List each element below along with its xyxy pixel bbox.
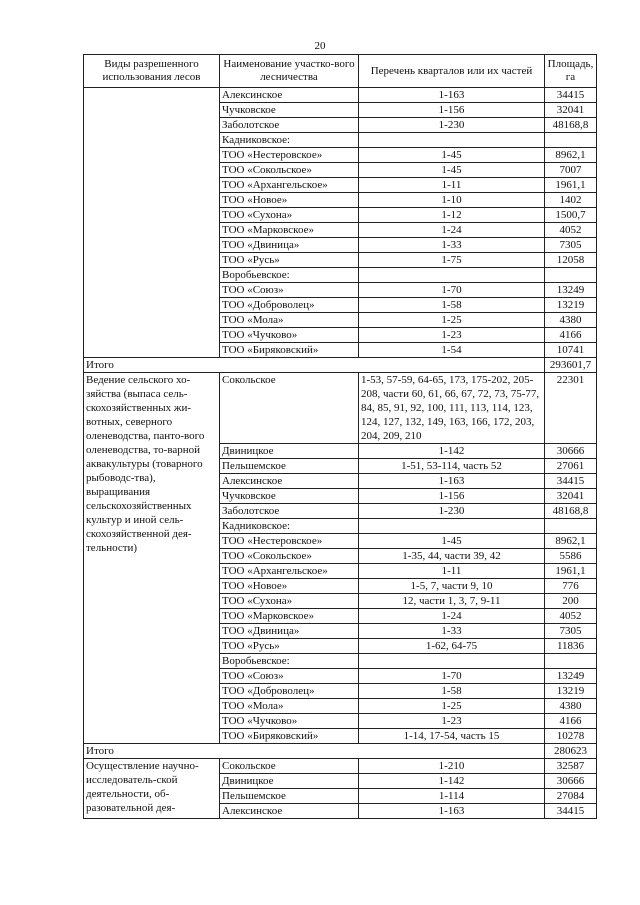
forestry-name-cell: Воробьевское: xyxy=(220,268,359,283)
quarters-cell: 1-230 xyxy=(359,118,545,133)
quarters-cell: 1-24 xyxy=(359,223,545,238)
area-cell: 4052 xyxy=(545,223,597,238)
area-cell: 22301 xyxy=(545,373,597,444)
quarters-cell: 1-53, 57-59, 64-65, 173, 175-202, 205-208, части 60, 61, 66, 67, 72, 73, 75-77, 84, 85, 91, 92, 100, 111, 113, 114, 123, 124, 127, 132, 149, 163, 166, 172, 203, 204, 209, 210 xyxy=(359,373,545,444)
forestry-name-cell: ТОО «Двиница» xyxy=(220,624,359,639)
quarters-cell xyxy=(359,654,545,669)
quarters-cell: 1-230 xyxy=(359,504,545,519)
area-cell: 32041 xyxy=(545,489,597,504)
forestry-name-cell: ТОО «Русь» xyxy=(220,639,359,654)
forestry-name-cell: ТОО «Биряковский» xyxy=(220,343,359,358)
forestry-name-cell: ТОО «Сокольское» xyxy=(220,163,359,178)
forestry-name-cell: Сокольское xyxy=(220,759,359,774)
total-row xyxy=(84,358,597,373)
quarters-cell: 1-70 xyxy=(359,669,545,684)
forestry-name-cell: ТОО «Сухона» xyxy=(220,594,359,609)
table-header-row xyxy=(84,55,597,88)
area-cell: 5586 xyxy=(545,549,597,564)
area-cell: 32041 xyxy=(545,103,597,118)
area-cell: 10278 xyxy=(545,729,597,744)
area-cell: 1961,1 xyxy=(545,564,597,579)
area-cell: 4380 xyxy=(545,313,597,328)
forestry-name-cell: ТОО «Сокольское» xyxy=(220,549,359,564)
quarters-cell: 1-23 xyxy=(359,328,545,343)
forestry-name-cell: Кадниковское: xyxy=(220,133,359,148)
forestry-name-cell: Алексинское xyxy=(220,88,359,103)
total-row xyxy=(84,744,597,759)
area-cell: 30666 xyxy=(545,774,597,789)
forestry-name-cell: ТОО «Марковское» xyxy=(220,223,359,238)
forestry-name-cell: Заболотское xyxy=(220,504,359,519)
forest-use-table xyxy=(83,54,597,819)
quarters-cell xyxy=(359,133,545,148)
area-cell: 7007 xyxy=(545,163,597,178)
area-cell: 34415 xyxy=(545,804,597,819)
area-cell: 10741 xyxy=(545,343,597,358)
quarters-cell: 1-14, 17-54, часть 15 xyxy=(359,729,545,744)
header-quarters: Перечень кварталов или их частей xyxy=(359,55,545,88)
area-cell xyxy=(545,654,597,669)
area-cell: 4166 xyxy=(545,328,597,343)
area-cell: 200 xyxy=(545,594,597,609)
area-cell: 27061 xyxy=(545,459,597,474)
quarters-cell xyxy=(359,519,545,534)
forestry-name-cell: Чучковское xyxy=(220,103,359,118)
forestry-name-cell: Чучковское xyxy=(220,489,359,504)
area-cell: 30666 xyxy=(545,444,597,459)
quarters-cell: 1-210 xyxy=(359,759,545,774)
quarters-cell: 1-24 xyxy=(359,609,545,624)
area-cell: 8962,1 xyxy=(545,534,597,549)
area-cell: 4380 xyxy=(545,699,597,714)
quarters-cell: 1-10 xyxy=(359,193,545,208)
quarters-cell: 1-51, 53-114, часть 52 xyxy=(359,459,545,474)
area-cell: 13219 xyxy=(545,298,597,313)
area-cell xyxy=(545,133,597,148)
forestry-name-cell: ТОО «Сухона» xyxy=(220,208,359,223)
forestry-name-cell: Двиницкое xyxy=(220,774,359,789)
area-cell: 11836 xyxy=(545,639,597,654)
area-cell: 34415 xyxy=(545,474,597,489)
forestry-name-cell: Пельшемское xyxy=(220,789,359,804)
quarters-cell: 1-45 xyxy=(359,163,545,178)
quarters-cell: 1-33 xyxy=(359,238,545,253)
quarters-cell: 1-114 xyxy=(359,789,545,804)
area-cell: 1402 xyxy=(545,193,597,208)
forestry-name-cell: Сокольское xyxy=(220,373,359,444)
header-use-type: Виды разрешенного использования лесов xyxy=(84,55,220,88)
area-cell: 7305 xyxy=(545,238,597,253)
area-cell: 13249 xyxy=(545,283,597,298)
use-type-cell xyxy=(84,88,220,358)
forestry-name-cell: ТОО «Мола» xyxy=(220,313,359,328)
forestry-name-cell: ТОО «Союз» xyxy=(220,669,359,684)
area-cell: 48168,8 xyxy=(545,118,597,133)
area-cell xyxy=(545,268,597,283)
area-cell xyxy=(545,519,597,534)
forestry-name-cell: ТОО «Марковское» xyxy=(220,609,359,624)
area-cell: 8962,1 xyxy=(545,148,597,163)
forestry-name-cell: ТОО «Мола» xyxy=(220,699,359,714)
area-cell: 12058 xyxy=(545,253,597,268)
quarters-cell: 1-25 xyxy=(359,699,545,714)
table-row xyxy=(84,759,597,774)
area-cell: 27084 xyxy=(545,789,597,804)
quarters-cell: 1-45 xyxy=(359,534,545,549)
area-cell: 7305 xyxy=(545,624,597,639)
use-type-cell: Осуществление научно-исследователь-ской деятельности, об-разовательной дея- xyxy=(84,759,220,819)
forestry-name-cell: ТОО «Доброволец» xyxy=(220,298,359,313)
quarters-cell: 1-156 xyxy=(359,103,545,118)
quarters-cell: 1-11 xyxy=(359,178,545,193)
quarters-cell: 1-25 xyxy=(359,313,545,328)
quarters-cell: 1-45 xyxy=(359,148,545,163)
table-row xyxy=(84,88,597,103)
forestry-name-cell: Воробьевское: xyxy=(220,654,359,669)
use-type-cell: Ведение сельского хо-зяйства (выпаса сель-скохозяйственных жи-вотных, северного оленеводства, панто-вого оленеводства, то-варной аквакультуры (товарного рыбоводс-тва), выращивания сельскохозяйственных культур и иной сель-скохозяйственной дея-тельности) xyxy=(84,373,220,744)
quarters-cell: 1-70 xyxy=(359,283,545,298)
forestry-name-cell: Алексинское xyxy=(220,804,359,819)
quarters-cell: 1-11 xyxy=(359,564,545,579)
header-area: Площадь, га xyxy=(545,55,597,88)
forestry-name-cell: Заболотское xyxy=(220,118,359,133)
area-cell: 32587 xyxy=(545,759,597,774)
area-cell: 1500,7 xyxy=(545,208,597,223)
quarters-cell: 1-54 xyxy=(359,343,545,358)
page-number: 20 xyxy=(314,40,326,52)
forestry-name-cell: ТОО «Нестеровское» xyxy=(220,148,359,163)
total-label: Итого xyxy=(84,358,545,373)
quarters-cell: 1-35, 44, части 39, 42 xyxy=(359,549,545,564)
total-value: 293601,7 xyxy=(545,358,597,373)
quarters-cell: 1-75 xyxy=(359,253,545,268)
quarters-cell: 1-142 xyxy=(359,444,545,459)
forestry-name-cell: Кадниковское: xyxy=(220,519,359,534)
forestry-name-cell: ТОО «Новое» xyxy=(220,193,359,208)
quarters-cell: 1-142 xyxy=(359,774,545,789)
quarters-cell xyxy=(359,268,545,283)
forestry-name-cell: ТОО «Союз» xyxy=(220,283,359,298)
area-cell: 13219 xyxy=(545,684,597,699)
table-body xyxy=(84,88,597,819)
quarters-cell: 1-23 xyxy=(359,714,545,729)
quarters-cell: 1-163 xyxy=(359,88,545,103)
quarters-cell: 1-33 xyxy=(359,624,545,639)
area-cell: 13249 xyxy=(545,669,597,684)
forestry-name-cell: Пельшемское xyxy=(220,459,359,474)
quarters-cell: 1-62, 64-75 xyxy=(359,639,545,654)
forestry-name-cell: ТОО «Биряковский» xyxy=(220,729,359,744)
quarters-cell: 12, части 1, 3, 7, 9-11 xyxy=(359,594,545,609)
forestry-name-cell: ТОО «Русь» xyxy=(220,253,359,268)
forestry-name-cell: ТОО «Архангельское» xyxy=(220,564,359,579)
quarters-cell: 1-163 xyxy=(359,804,545,819)
forestry-name-cell: ТОО «Архангельское» xyxy=(220,178,359,193)
forestry-name-cell: ТОО «Доброволец» xyxy=(220,684,359,699)
forestry-name-cell: ТОО «Новое» xyxy=(220,579,359,594)
forestry-name-cell: ТОО «Нестеровское» xyxy=(220,534,359,549)
forestry-name-cell: ТОО «Чучково» xyxy=(220,714,359,729)
quarters-cell: 1-58 xyxy=(359,298,545,313)
area-cell: 1961,1 xyxy=(545,178,597,193)
area-cell: 776 xyxy=(545,579,597,594)
quarters-cell: 1-156 xyxy=(359,489,545,504)
forestry-name-cell: Алексинское xyxy=(220,474,359,489)
forestry-name-cell: ТОО «Чучково» xyxy=(220,328,359,343)
forestry-name-cell: Двиницкое xyxy=(220,444,359,459)
area-cell: 4052 xyxy=(545,609,597,624)
area-cell: 34415 xyxy=(545,88,597,103)
area-cell: 48168,8 xyxy=(545,504,597,519)
quarters-cell: 1-5, 7, части 9, 10 xyxy=(359,579,545,594)
header-forestry-name: Наименование участко-вого лесничества xyxy=(220,55,359,88)
quarters-cell: 1-163 xyxy=(359,474,545,489)
quarters-cell: 1-12 xyxy=(359,208,545,223)
area-cell: 4166 xyxy=(545,714,597,729)
total-value: 280623 xyxy=(545,744,597,759)
quarters-cell: 1-58 xyxy=(359,684,545,699)
forestry-name-cell: ТОО «Двиница» xyxy=(220,238,359,253)
table-row xyxy=(84,373,597,444)
total-label: Итого xyxy=(84,744,545,759)
